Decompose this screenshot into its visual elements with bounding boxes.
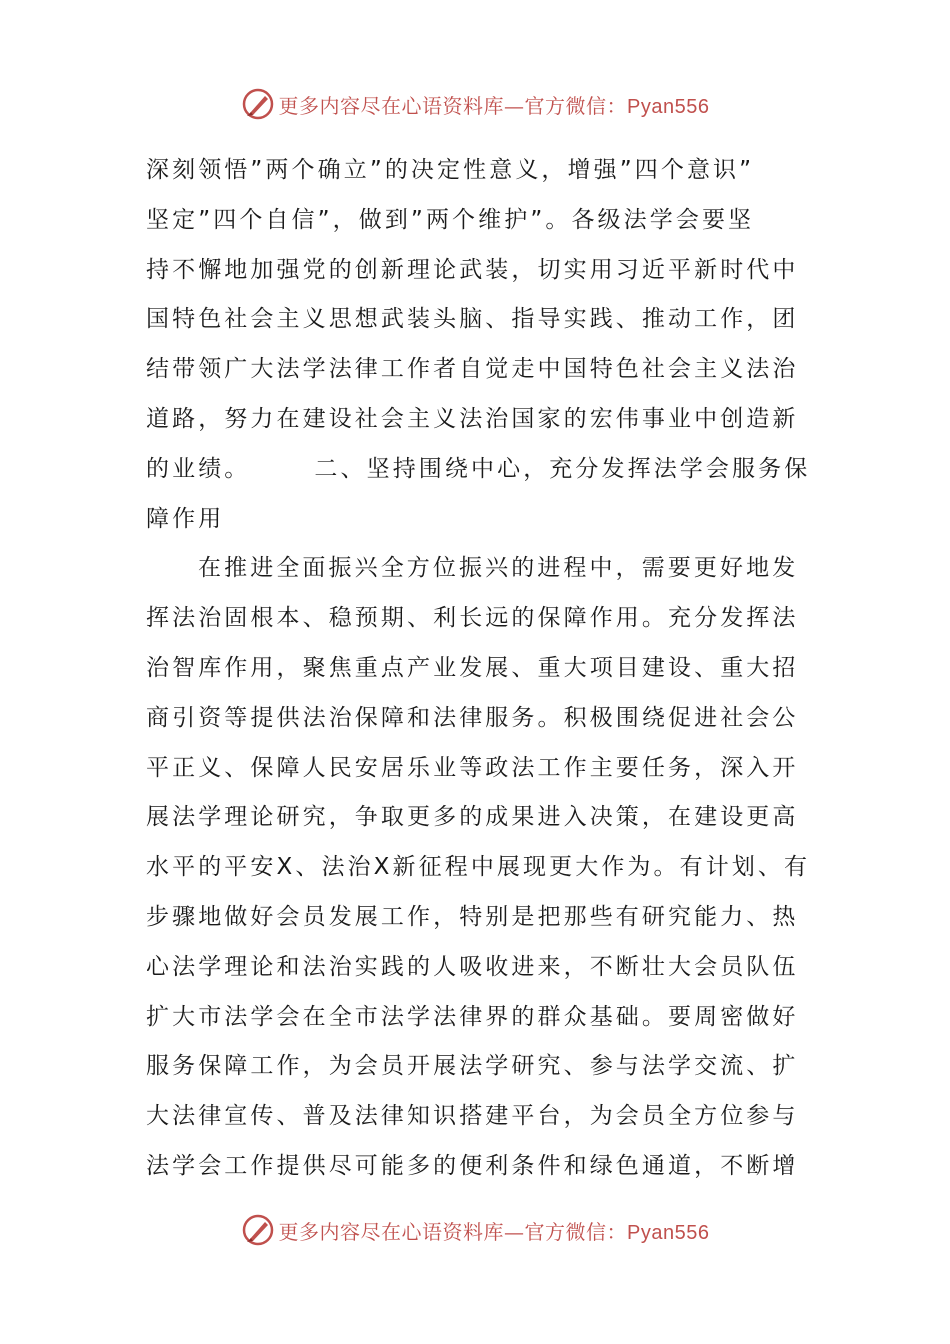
header-banner bbox=[0, 84, 950, 124]
header-wechat-id: Pyan556 bbox=[627, 95, 710, 118]
text-line: 心法学理论和法治实践的人吸收进来，不断壮大会员队伍 bbox=[146, 953, 799, 980]
text-line: 法学会工作提供尽可能多的便利条件和绿色通道，不断增 bbox=[146, 1152, 799, 1179]
footer-banner-text: 更多内容尽在心语资料库—官方微信：Pyan556 bbox=[278, 1219, 710, 1244]
text-line: 扩大市法学会在全市法学法律界的群众基础。要周密做好 bbox=[146, 1003, 799, 1030]
pen-logo-icon bbox=[241, 87, 275, 121]
text-line: 深刻领悟”两个确立”的决定性意义，增强”四个意识” bbox=[146, 157, 755, 183]
document-body bbox=[146, 146, 811, 1192]
text-line: 结带领广大法学法律工作者自觉走中国特色社会主义法治 bbox=[146, 356, 799, 383]
text-line: 治智库作用，聚焦重点产业发展、重大项目建设、重大招 bbox=[146, 654, 799, 681]
text-line: 服务保障工作，为会员开展法学研究、参与法学交流、扩 bbox=[146, 1053, 799, 1080]
text-line: 国特色社会主义思想武装头脑、指导实践、推动工作，团 bbox=[146, 306, 799, 333]
section-heading-end: 障作用 bbox=[146, 505, 225, 532]
text-line: 坚定”四个自信”，做到”两个维护”。各级法学会要坚 bbox=[146, 206, 755, 233]
mixed-line bbox=[146, 445, 811, 495]
footer-wechat-id: Pyan556 bbox=[627, 1221, 710, 1244]
text-line: 大法律宣传、普及法律知识搭建平台，为会员全方位参与 bbox=[146, 1103, 799, 1130]
section-heading-start: 二、坚持围绕中心，充分发挥法学会服务保 bbox=[314, 455, 811, 482]
paragraph-first-line: 在推进全面振兴全方位振兴的进程中，需要更好地发 bbox=[198, 555, 799, 582]
header-banner-text: 更多内容尽在心语资料库—官方微信：Pyan556 bbox=[278, 93, 710, 118]
text-line: 持不懈地加强党的创新理论武装，切实用习近平新时代中 bbox=[146, 256, 799, 283]
text-line: 水平的平安X、法治X新征程中展现更大作为。有计划、有 bbox=[146, 854, 811, 881]
paragraph-end-text: 的业绩。 bbox=[146, 455, 251, 482]
text-line: 展法学理论研究，争取更多的成果进入决策，在建设更高 bbox=[146, 804, 799, 831]
pen-logo-icon bbox=[241, 1213, 275, 1247]
text-line: 步骤地做好会员发展工作，特别是把那些有研究能力、热 bbox=[146, 903, 799, 930]
text-line: 道路，努力在建设社会主义法治国家的宏伟事业中创造新 bbox=[146, 405, 799, 432]
text-line: 平正义、保障人民安居乐业等政法工作主要任务，深入开 bbox=[146, 754, 799, 781]
text-line: 商引资等提供法治保障和法律服务。积极围绕促进社会公 bbox=[146, 704, 799, 731]
footer-banner bbox=[0, 1210, 950, 1250]
text-line: 挥法治固根本、稳预期、利长远的保障作用。充分发挥法 bbox=[146, 605, 799, 632]
